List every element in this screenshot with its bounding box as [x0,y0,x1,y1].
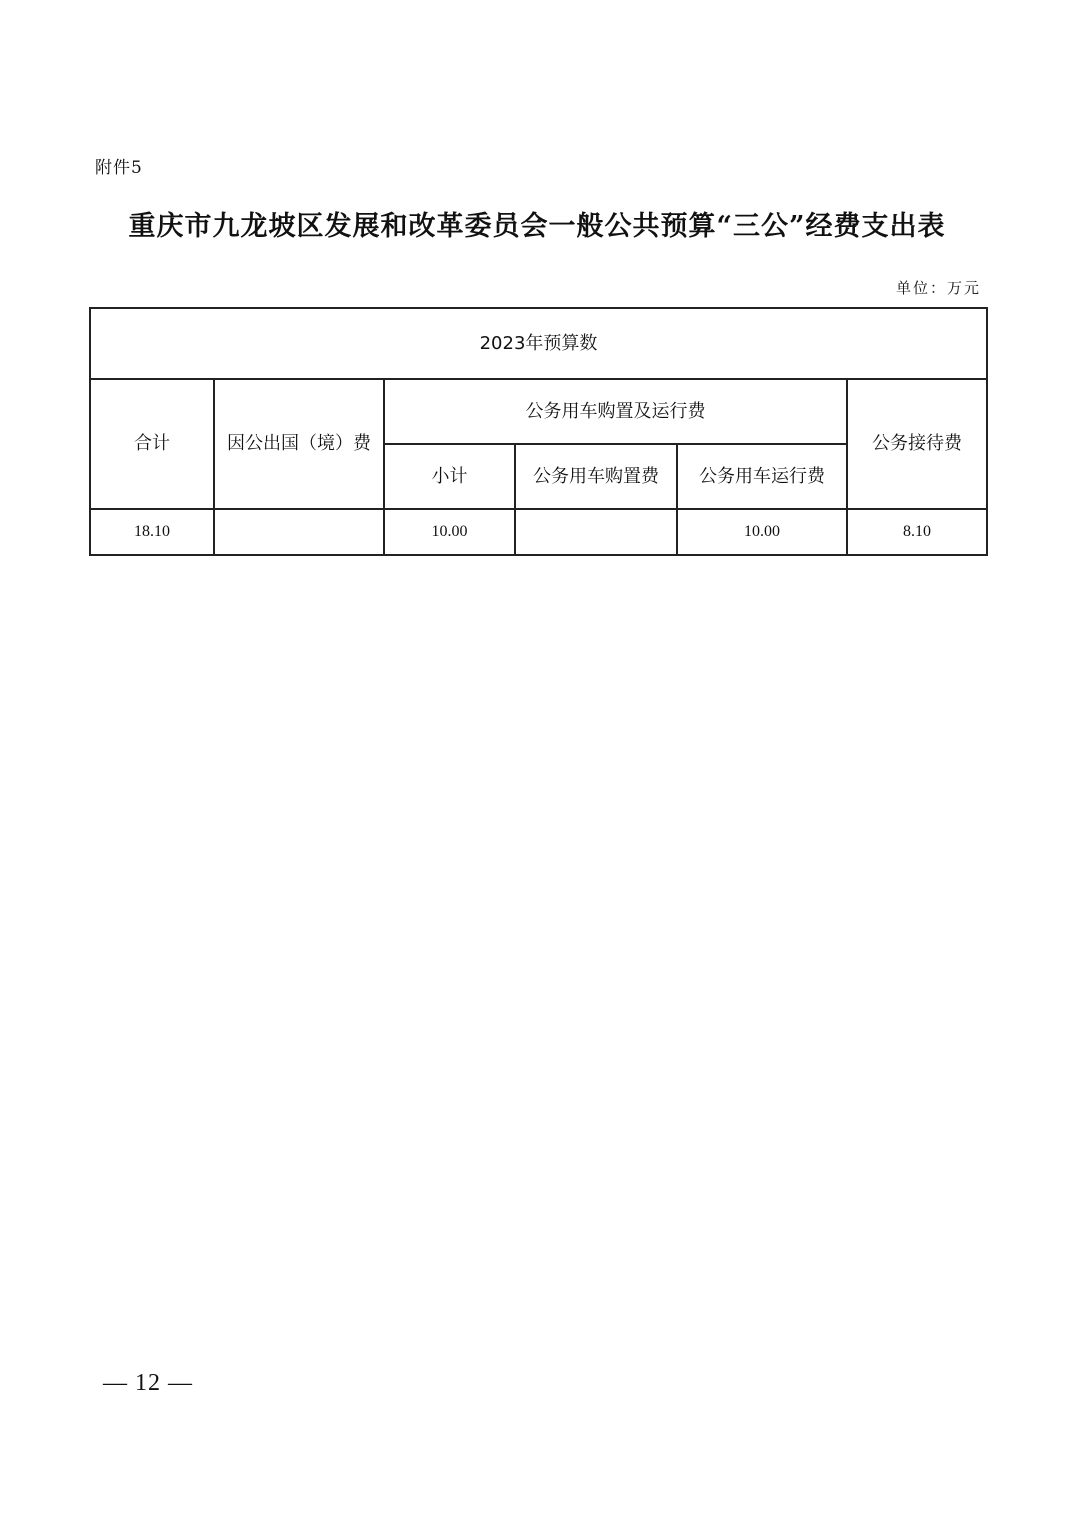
page-number: — 12 — [103,1370,193,1396]
col-header-abroad: 因公出国（境）费 [214,379,384,509]
cell-reception: 8.10 [847,509,987,555]
col-header-vehicle-subtotal: 小计 [384,444,515,509]
col-header-vehicle-purchase: 公务用车购置费 [515,444,677,509]
year-header: 2023年预算数 [90,308,987,379]
table-header-row [90,308,987,379]
cell-vehicle-subtotal: 10.00 [384,509,515,555]
col-header-vehicle-group: 公务用车购置及运行费 [384,379,847,444]
attachment-label: 附件5 [95,158,143,178]
unit-label: 单位：万元 [895,279,981,297]
page-title: 重庆市九龙坡区发展和改革委员会一般公共预算“三公”经费支出表 [128,211,946,242]
cell-abroad [214,509,384,555]
cell-total: 18.10 [90,509,214,555]
col-header-vehicle-operation: 公务用车运行费 [677,444,847,509]
table-header-row [90,379,987,444]
cell-vehicle-purchase [515,509,677,555]
col-header-reception: 公务接待费 [847,379,987,509]
table-row [90,509,987,555]
cell-vehicle-operation: 10.00 [677,509,847,555]
col-header-total: 合计 [90,379,214,509]
budget-table [89,307,988,556]
